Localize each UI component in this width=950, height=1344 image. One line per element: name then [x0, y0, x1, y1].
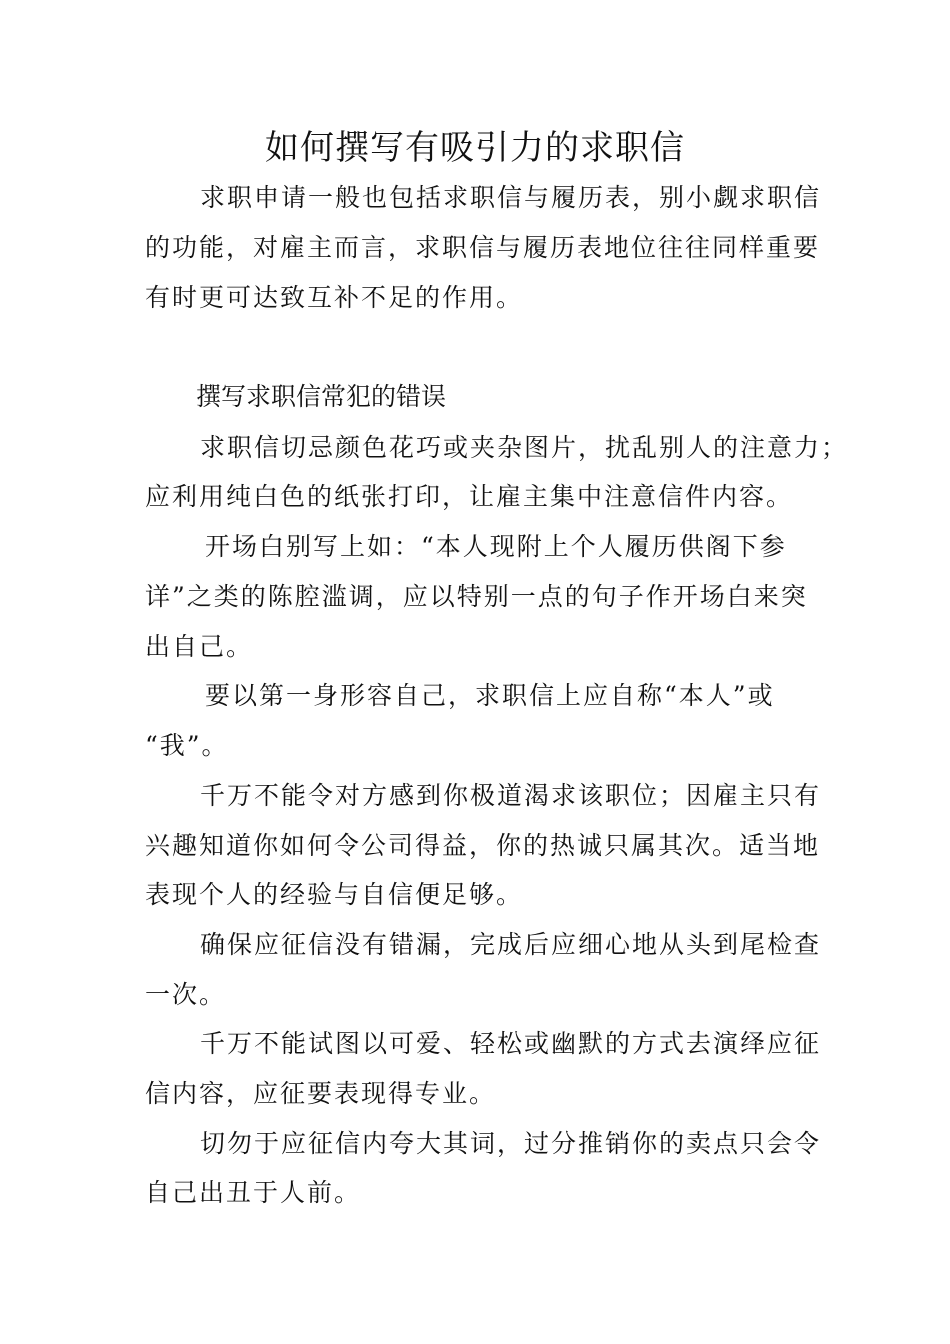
paragraph-line: 表现个人的经验与自信便足够。	[145, 880, 524, 909]
paragraph-line: 确保应征信没有错漏，完成后应细心地从头到尾检查	[200, 930, 822, 959]
paragraph-line: 兴趣知道你如何令公司得益，你的热诚只属其次。适当地	[145, 831, 821, 860]
paragraph-line: 信内容，应征要表现得专业。	[145, 1079, 497, 1108]
paragraph-line: 详”之类的陈腔滥调，应以特别一点的句子作开场白来突	[145, 582, 808, 611]
paragraph-line: 切勿于应征信内夸大其词，过分推销你的卖点只会令	[200, 1129, 822, 1158]
paragraph-line: 一次。	[145, 980, 227, 1009]
paragraph-line: “我”。	[145, 731, 229, 760]
paragraph-line: 求职申请一般也包括求职信与履历表，别小觑求职信	[200, 183, 822, 212]
paragraph-line: 应利用纯白色的纸张打印，让雇主集中注意信件内容。	[145, 482, 794, 511]
paragraph-line: 的功能，对雇主而言，求职信与履历表地位往往同样重要	[145, 233, 821, 262]
paragraph-line: 出自己。	[145, 632, 254, 661]
paragraph-line: 千万不能试图以可爱、轻松或幽默的方式去演绎应征	[200, 1029, 822, 1058]
section-heading: 撰写求职信常犯的错误	[196, 382, 447, 411]
paragraph-line: 求职信切忌颜色花巧或夹杂图片，扰乱别人的注意力；	[200, 433, 849, 462]
paragraph-line: 千万不能令对方感到你极道渴求该职位；因雇主只有	[200, 781, 822, 810]
paragraph-line: 开场白别写上如：“本人现附上个人履历供阁下参	[205, 532, 787, 561]
paragraph-line: 自己出丑于人前。	[145, 1178, 362, 1207]
paragraph-line: 有时更可达致互补不足的作用。	[145, 283, 524, 312]
document-title: 如何撰写有吸引力的求职信	[265, 128, 685, 168]
paragraph-line: 要以第一身形容自己，求职信上应自称“本人”或	[205, 681, 775, 710]
